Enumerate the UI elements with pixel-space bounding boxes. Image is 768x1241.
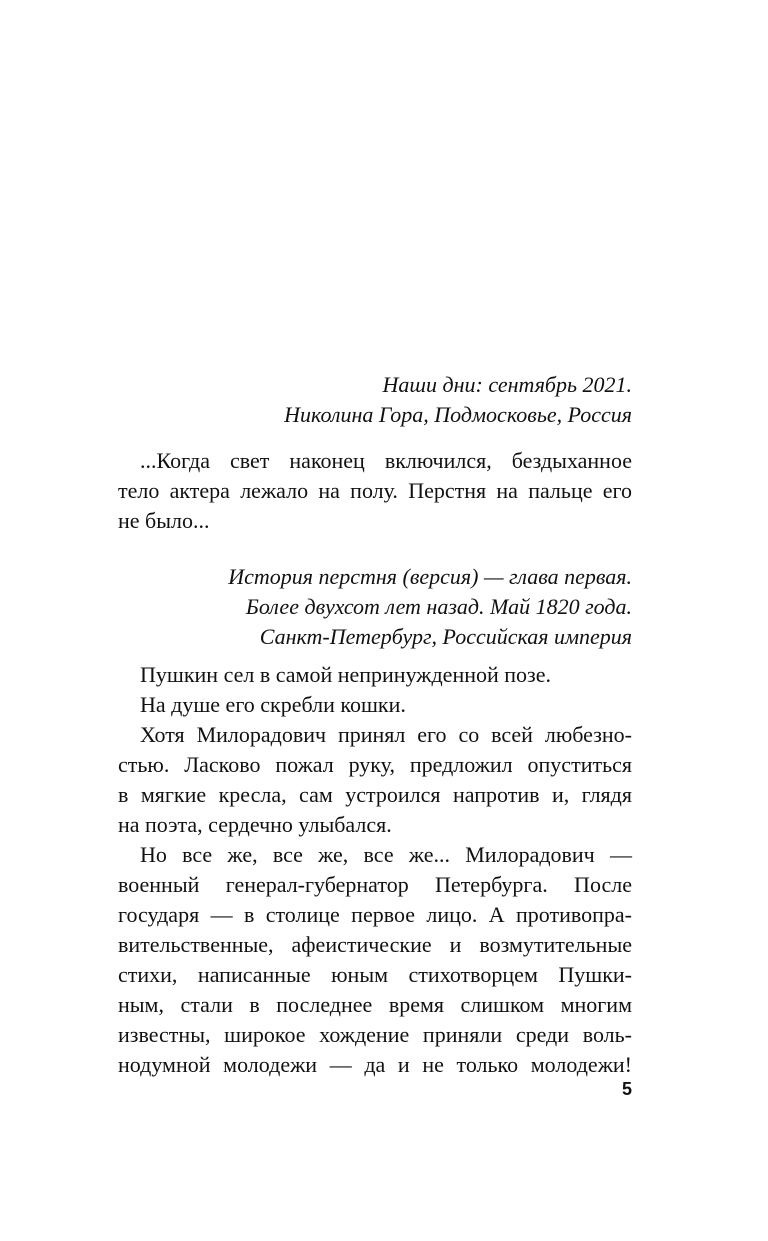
text-line: стью. Ласково пожал руку, предложил опуститься (118, 752, 632, 777)
text-line: На душе его скребли кошки. (140, 692, 406, 717)
text-line: известны, широкое хождение приняли среди воль- (118, 1022, 632, 1047)
epigraph-line: Николина Гора, Подмосковье, Россия (284, 402, 632, 427)
text-line: государя — в столице первое лицо. А противопра- (118, 902, 632, 927)
chapter-text (118, 660, 632, 1080)
text-line: в мягкие кресла, сам устроился напротив и, глядя (118, 782, 632, 807)
page-number: 5 (621, 1079, 632, 1099)
text-line: вительственные, афеистические и возмутительные (118, 932, 632, 957)
epigraph-line: История перстня (версия) — глава первая. (228, 564, 632, 589)
text-line: на поэта, сердечно улыбался. (118, 812, 392, 837)
epigraph-present-day (118, 370, 632, 430)
text-line: нодумной молодежи — да и не только молодежи! (118, 1052, 632, 1077)
text-line: Хотя Милорадович принял его со всей любезно- (140, 722, 632, 747)
text-line: стихи, написанные юным стихотворцем Пушки- (118, 962, 632, 987)
text-line: ...Когда свет наконец включился, бездыханное (140, 448, 632, 473)
epigraph-line: Наши дни: сентябрь 2021. (382, 372, 632, 397)
text-line: не было... (118, 508, 210, 533)
text-line: Пушкин сел в самой непринужденной позе. (140, 662, 551, 687)
prologue-paragraph (118, 446, 632, 536)
text-line: тело актера лежало на полу. Перстня на пальце его (118, 478, 632, 503)
text-line: Но все же, все же, все же... Милорадович — (140, 842, 632, 867)
book-page (118, 0, 632, 1241)
epigraph-line: Санкт-Петербург, Российская империя (259, 624, 632, 649)
epigraph-history (118, 562, 632, 652)
text-line: ным, стали в последнее время слишком многим (118, 992, 632, 1017)
text-line: военный генерал-губернатор Петербурга. После (118, 872, 632, 897)
epigraph-line: Более двухсот лет назад. Май 1820 года. (245, 594, 632, 619)
